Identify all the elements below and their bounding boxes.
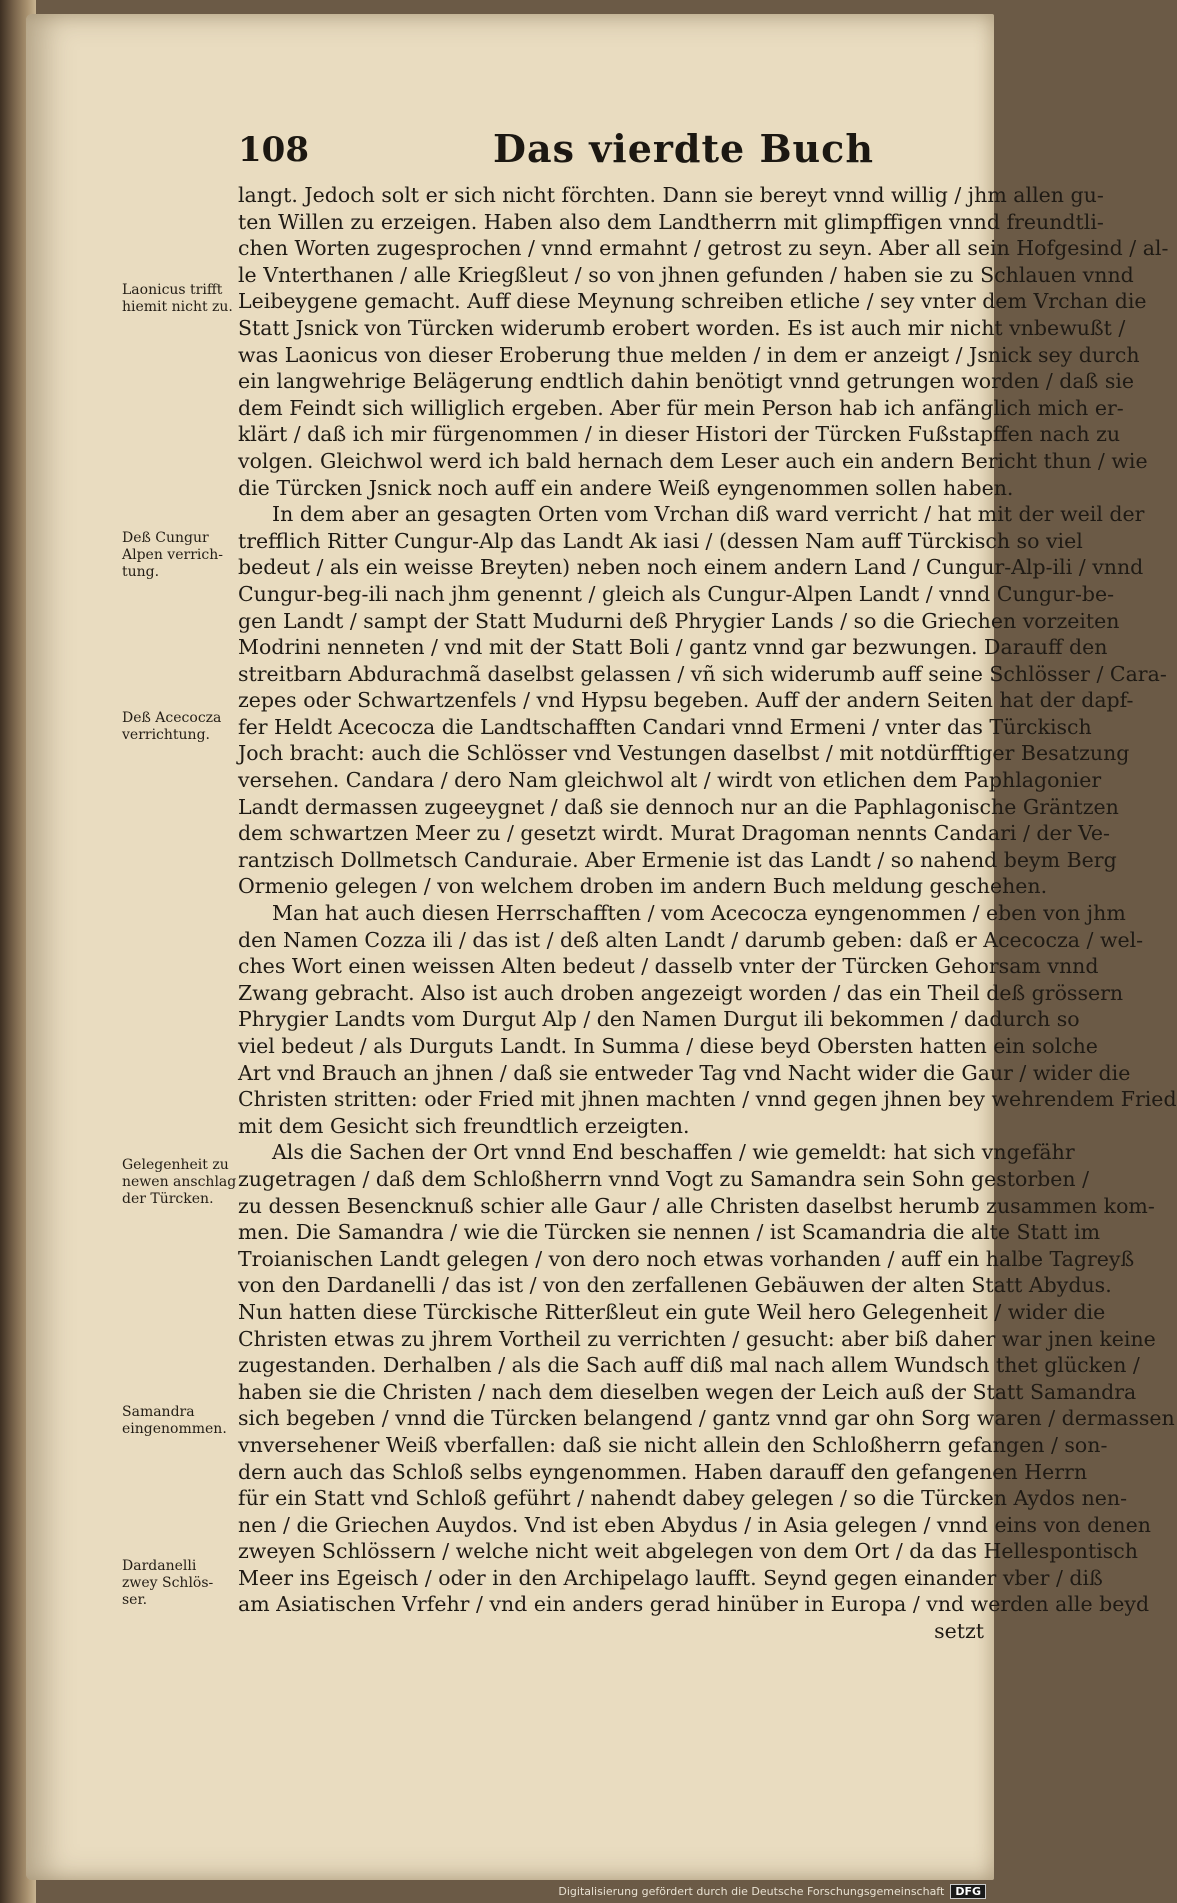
footer-text: Digitalisierung gefördert durch die Deutsche Forschungsgemeinschaft (558, 1885, 945, 1898)
margin-note-acecocza (122, 710, 234, 744)
text-line: Christen etwas zu jhrem Vortheil zu verrichten / gesucht: aber biß daher war jnen keine (238, 1326, 1156, 1351)
text-line: was Laonicus von dieser Eroberung thue melden / in dem er anzeigt / Jsnick sey durch (238, 342, 1140, 367)
margin-note-line: eingenommen. (122, 1421, 227, 1437)
text-line: Christen stritten: oder Fried mit jhnen machten / vnnd gegen jhnen bey wehrendem Fried (238, 1087, 1177, 1112)
margin-note-cungur (122, 530, 234, 581)
text-line: den Namen Cozza ili / das ist / deß alten Landt / darumb geben: daß er Acecocza / wel- (238, 927, 1144, 952)
margin-note-line: Gelegenheit zu (122, 1157, 229, 1173)
text-line: dem schwartzen Meer zu / gesetzt wirdt. Murat Dragoman nennts Candari / der Ve- (238, 821, 1110, 846)
dfg-logo: DFG (950, 1884, 986, 1899)
margin-note-line: Samandra (122, 1404, 195, 1420)
text-line: trefflich Ritter Cungur-Alp das Landt Ak iasi / (dessen Nam auff Türckisch so viel (238, 528, 1083, 553)
text-line: rantzisch Dollmetsch Canduraie. Aber Ermenie ist das Landt / so nahend beym Berg (238, 847, 1117, 872)
text-line: Landt dermassen zugeeygnet / daß sie dennoch nur an die Paphlagonische Gräntzen (238, 794, 1119, 819)
text-line: gen Landt / sampt der Statt Mudurni deß Phrygier Lands / so die Griechen vorzeiten (238, 608, 1120, 633)
page-number: 108 (238, 130, 309, 170)
text-line: ches Wort einen weissen Alten bedeut / dasselb vnter der Türcken Gehorsam vnnd (238, 954, 1099, 979)
margin-note-line: tung. (122, 564, 160, 580)
text-line: Man hat auch diesen Herrschafften / vom Acecocza eyngenommen / eben von jhm (272, 901, 1126, 926)
text-line: versehen. Candara / dero Nam gleichwol alt / wirdt von etlichen dem Paphlagonier (238, 768, 1102, 793)
text-line: Leibeygene gemacht. Auff diese Meynung schreiben etliche / sey vnter dem Vrchan die (238, 289, 1147, 314)
margin-note-line: der Türcken. (122, 1191, 214, 1207)
text-line: die Türcken Jsnick noch auff ein andere Weiß eyngenommen sollen haben. (238, 475, 1014, 500)
text-line: men. Die Samandra / wie die Türcken sie nennen / ist Scamandria die alte Statt im (238, 1220, 1101, 1245)
text-line: Art vnd Brauch an jhnen / daß sie entweder Tag vnd Nacht wider die Gaur / wider die (238, 1060, 1131, 1085)
margin-note-gelegenheit (122, 1157, 237, 1208)
text-line: setzt (934, 1619, 984, 1644)
text-line: langt. Jedoch solt er sich nicht förchten. Dann sie bereyt vnnd willig / jhm allen gu- (238, 183, 1104, 207)
text-line: sich begeben / vnnd die Türcken belangend / gantz vnnd gar ohn Sorg waren / dermassen (238, 1406, 1175, 1431)
text-line: Joch bracht: auch die Schlösser vnd Vestungen daselbst / mit notdürfftiger Besatzung (238, 741, 1130, 766)
text-line: zepes oder Schwartzenfels / vnd Hypsu begeben. Auff der andern Seiten hat der dapf- (238, 688, 1134, 713)
body-text (238, 182, 1177, 1645)
text-line: volgen. Gleichwol werd ich bald hernach dem Leser auch ein andern Bericht thun / wie (238, 448, 1148, 473)
text-line: In dem aber an gesagten Orten vom Vrchan diß ward verricht / hat mit der weil der (272, 502, 1145, 527)
text-line: viel bedeut / als Durguts Landt. In Summa / diese beyd Obersten hatten ein solche (238, 1034, 1098, 1058)
margin-note-line: Alpen verrich- (122, 547, 223, 563)
margin-note-line: hiemit nicht zu. (122, 299, 233, 315)
text-line: Cungur-beg-ili nach jhm genennt / gleich als Cungur-Alpen Landt / vnnd Cungur-be- (238, 581, 1115, 606)
margin-note-line: newen anschlag (122, 1174, 237, 1190)
text-line: Statt Jsnick von Türcken widerumb erobert worden. Es ist auch mir nicht vnbewußt / (238, 315, 1126, 340)
margin-note-laonicus (122, 282, 234, 316)
text-line: Als die Sachen der Ort vnnd End beschaffen / wie gemeldt: hat sich vngefähr (272, 1140, 1075, 1165)
text-line: le Vnterthanen / alle Kriegßleut / so von jhnen gefunden / haben sie zu Schlauen vnnd (238, 262, 1134, 287)
margin-note-line: Laonicus trifft (122, 282, 223, 298)
text-line: Modrini nenneten / vnd mit der Statt Boli / gantz vnnd gar bezwungen. Darauff den (238, 635, 1108, 660)
margin-note-line: Deß Cungur (122, 530, 209, 546)
margin-note-dardanelli (122, 1558, 234, 1609)
text-line: dem Feindt sich williglich ergeben. Aber für mein Person hab ich anfänglich mich er- (238, 395, 1124, 420)
text-line: Zwang gebracht. Also ist auch droben angezeigt worden / das ein Theil deß grössern (238, 980, 1124, 1005)
text-line: fer Heldt Acecocza die Landtschafften Candari vnnd Ermeni / vnter das Türckisch (238, 714, 1092, 739)
margin-note-samandra (122, 1404, 234, 1438)
running-head: Das vierdte Buch (493, 126, 874, 171)
text-line: chen Worten zugesprochen / vnnd ermahnt / getrost zu seyn. Aber all sein Hofgesind / al- (238, 236, 1169, 261)
text-line: zweyen Schlössern / welche nicht weit abgelegen von dem Ort / da das Hellespontisch (238, 1539, 1138, 1564)
margin-note-line: ser. (122, 1592, 148, 1608)
text-line: Ormenio gelegen / von welchem droben im andern Buch meldung geschehen. (238, 874, 1048, 899)
text-line: dern auch das Schloß selbs eyngenommen. Haben darauff den gefangenen Herrn (238, 1459, 1088, 1484)
text-line: zugestanden. Derhalben / als die Sach auff diß mal nach allem Wundsch thet glücken / (238, 1353, 1140, 1378)
text-line: klärt / daß ich mir fürgenommen / in dieser Histori der Türcken Fußstapffen nach zu (238, 422, 1121, 447)
margin-note-line: Dardanelli (122, 1558, 197, 1574)
margin-note-line: zwey Schlös- (122, 1575, 214, 1591)
text-line: zu dessen Besencknuß schier alle Gaur / alle Christen daselbst herumb zusammen kom- (238, 1193, 1155, 1218)
text-line: vnversehener Weiß vberfallen: daß sie nicht allein den Schloßherrn gefangen / son- (238, 1432, 1108, 1457)
text-line: Phrygier Landts vom Durgut Alp / den Namen Durgut ili bekommen / dadurch so (238, 1007, 1080, 1032)
digitization-footer (558, 1884, 986, 1899)
text-line: bedeut / als ein weisse Breyten) neben noch einem andern Land / Cungur-Alp-ili / vnnd (238, 555, 1144, 580)
text-line: mit dem Gesicht sich freundtlich erzeigten. (238, 1113, 690, 1138)
text-line: Meer ins Egeisch / oder in den Archipelago laufft. Seynd gegen einander vber / diß (238, 1565, 1103, 1590)
text-line: Troianischen Landt gelegen / von dero noch etwas vorhanden / auff ein halbe Tagreyß (238, 1246, 1135, 1271)
margin-note-line: Deß Acecocza (122, 710, 222, 726)
text-line: zugetragen / daß dem Schloßherrn vnnd Vogt zu Samandra sein Sohn gestorben / (238, 1166, 1090, 1191)
text-line: für ein Statt vnd Schloß geführt / nahendt dabey gelegen / so die Türcken Aydos nen- (238, 1486, 1128, 1511)
text-line: Nun hatten diese Türckische Ritterßleut ein gute Weil hero Gelegenheit / wider die (238, 1299, 1106, 1324)
text-line: haben sie die Christen / nach dem dieselben wegen der Leich auß der Statt Samandra (238, 1379, 1137, 1404)
text-line: ten Willen zu erzeigen. Haben also dem Landtherrn mit glimpffigen vnnd freundtli- (238, 209, 1104, 234)
text-line: nen / die Griechen Auydos. Vnd ist eben Abydus / in Asia gelegen / vnnd eins von denen (238, 1512, 1151, 1537)
text-line: von den Dardanelli / das ist / von den zerfallenen Gebäuwen der alten Statt Abydus. (238, 1273, 1112, 1298)
text-line: ein langwehrige Belägerung endtlich dahin benötigt vnnd getrungen worden / daß sie (238, 369, 1135, 394)
text-line: am Asiatischen Vrfehr / vnd ein anders gerad hinüber in Europa / vnd werden alle beyd (238, 1592, 1150, 1617)
text-line: streitbarn Abdurachmã daselbst gelassen / vñ sich widerumb auff seine Schlösser / Cara- (238, 661, 1167, 686)
margin-note-line: verrichtung. (122, 727, 210, 743)
page-header (238, 126, 958, 178)
